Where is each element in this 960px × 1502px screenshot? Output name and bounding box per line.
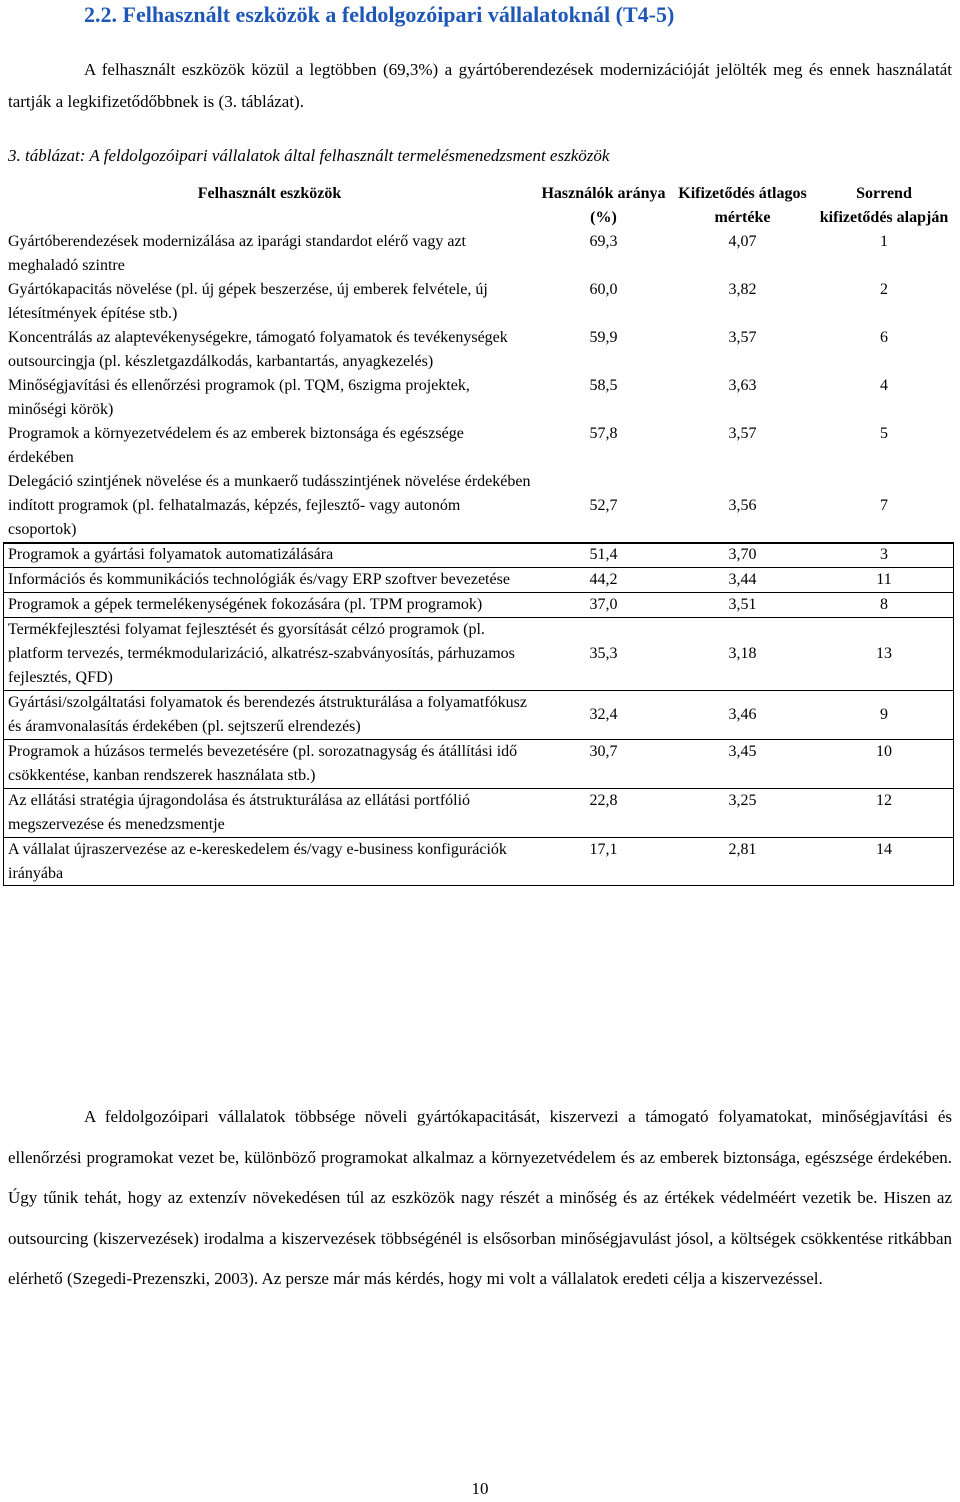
row-payoff-rank: 2 — [880, 281, 888, 298]
row-avg-payoff: 3,63 — [728, 377, 757, 394]
page-number: 10 — [471, 1479, 489, 1498]
row-user-share: 17,1 — [535, 838, 671, 887]
table-row — [3, 278, 954, 326]
row-tool-name: Gyártási/szolgáltatási folyamatok és berendezés átstrukturálása a folyamatfókusz és áramvonalasítás érdekében (pl. sejtszerű elrendezés) — [3, 691, 535, 740]
table-row — [3, 593, 954, 618]
row-payoff-rank: 13 — [813, 618, 954, 691]
row-tool-name: A vállalat újraszervezése az e-kereskedelem és/vagy e-business konfigurációk irányába — [3, 838, 535, 887]
row-user-share: 57,8 — [589, 425, 618, 442]
table-row — [3, 422, 954, 470]
table-row — [3, 230, 954, 278]
row-user-share: 59,9 — [589, 329, 618, 346]
row-avg-payoff: 3,51 — [671, 593, 813, 618]
row-user-share: 69,3 — [589, 233, 618, 250]
row-payoff-rank: 4 — [880, 377, 888, 394]
tools-table-body — [3, 230, 954, 886]
row-payoff-rank: 10 — [813, 740, 954, 789]
row-payoff-rank: 9 — [813, 691, 954, 740]
row-avg-payoff: 3,44 — [671, 568, 813, 593]
table-row — [3, 691, 954, 740]
row-tool-name: Az ellátási stratégia újragondolása és átstrukturálása az ellátási portfólió megszervezése és menedzsmentje — [3, 789, 535, 838]
header-avg-payoff: Kifizetődés átlagos mértéke — [678, 185, 807, 226]
table-row — [3, 838, 954, 887]
row-user-share: 51,4 — [535, 543, 671, 568]
row-avg-payoff: 3,56 — [728, 497, 757, 514]
row-avg-payoff: 3,57 — [728, 425, 757, 442]
header-payoff-rank: Sorrend kifizetődés alapján — [819, 185, 949, 226]
body-paragraph: A feldolgozóipari vállalatok többsége növeli gyártókapacitását, kiszervezi a támogató folyamatokat, minőségjavítási és ellenőrzési programokat vezet be, különböző programokat alkalmaz a környezetvédelem és az emberek biztonsága, egészsége érdekében. Úgy tűnik tehát, hogy az extenzív növekedésen túl az eszközök nagy részét a minőség és az értékek védelméért vezetik be. Hiszen az outsourcing (kiszervezések) irodalma a kiszervezések többségénél is elsősorban minőségjavulást jósol, a költségek csökkentése ritkábban elérhető (Szegedi-Prezenszki, 2003). Az persze már más kérdés, hogy mi volt a vállalatok eredeti célja a kiszervezéssel. — [8, 1107, 952, 1288]
row-user-share: 60,0 — [589, 281, 618, 298]
row-user-share: 35,3 — [535, 618, 671, 691]
header-tools: Felhasznált eszközök — [197, 185, 342, 202]
row-avg-payoff: 3,70 — [671, 543, 813, 568]
row-tool-name: Termékfejlesztési folyamat fejlesztését és gyorsítását célzó programok (pl. platform tervezés, termékmodularizáció, alkatrész-szabványosítás, párhuzamos fejlesztés, QFD) — [3, 618, 535, 691]
table-row — [3, 740, 954, 789]
section-heading: 2.2. Felhasznált eszközök a feldolgozóipari vállalatoknál (T4-5) — [84, 2, 675, 27]
row-avg-payoff: 3,82 — [728, 281, 757, 298]
row-avg-payoff: 3,57 — [728, 329, 757, 346]
table-row — [3, 568, 954, 593]
row-tool-name: Koncentrálás az alaptevékenységekre, támogató folyamatok és tevékenységek outsourcingja (pl. készletgazdálkodás, karbantartás, anyagkezelés) — [8, 329, 508, 370]
row-avg-payoff: 3,18 — [671, 618, 813, 691]
row-tool-name: Delegáció szintjének növelése és a munkaerő tudásszintjének növelése érdekében indított programok (pl. felhatalmazás, képzés, fejlesztő- vagy autonóm csoportok) — [8, 473, 531, 538]
row-payoff-rank: 7 — [880, 497, 888, 514]
table-row — [3, 543, 954, 568]
tools-table-header — [3, 182, 954, 230]
row-user-share: 44,2 — [535, 568, 671, 593]
row-user-share: 58,5 — [589, 377, 618, 394]
row-tool-name: Gyártóberendezések modernizálása az iparági standardot elérő vagy azt meghaladó szintre — [8, 233, 466, 274]
row-payoff-rank: 12 — [813, 789, 954, 838]
row-user-share: 52,7 — [589, 497, 618, 514]
header-user-share: Használók aránya (%) — [541, 185, 666, 226]
row-avg-payoff: 3,25 — [671, 789, 813, 838]
row-payoff-rank: 11 — [813, 568, 954, 593]
row-user-share: 37,0 — [535, 593, 671, 618]
row-payoff-rank: 14 — [813, 838, 954, 887]
table-row — [3, 326, 954, 374]
row-avg-payoff: 2,81 — [671, 838, 813, 887]
table-row — [3, 470, 954, 543]
table-row — [3, 374, 954, 422]
row-payoff-rank: 8 — [813, 593, 954, 618]
row-tool-name: Információs és kommunikációs technológiák és/vagy ERP szoftver bevezetése — [3, 568, 535, 593]
row-tool-name: Programok a húzásos termelés bevezetésére (pl. sorozatnagyság és átállítási idő csökkentése, kanban rendszerek használata stb.) — [3, 740, 535, 789]
row-avg-payoff: 3,45 — [671, 740, 813, 789]
tools-table — [3, 182, 954, 886]
row-payoff-rank: 6 — [880, 329, 888, 346]
row-tool-name: Programok a gyártási folyamatok automatizálására — [3, 543, 535, 568]
row-user-share: 22,8 — [535, 789, 671, 838]
row-tool-name: Programok a gépek termelékenységének fokozására (pl. TPM programok) — [3, 593, 535, 618]
row-tool-name: Minőségjavítási és ellenőrzési programok (pl. TQM, 6szigma projektek, minőségi körök) — [8, 377, 470, 418]
row-payoff-rank: 1 — [880, 233, 888, 250]
row-avg-payoff: 4,07 — [728, 233, 757, 250]
row-tool-name: Programok a környezetvédelem és az emberek biztonsága és egészsége érdekében — [8, 425, 464, 466]
row-payoff-rank: 5 — [880, 425, 888, 442]
row-user-share: 30,7 — [535, 740, 671, 789]
row-avg-payoff: 3,46 — [671, 691, 813, 740]
row-payoff-rank: 3 — [813, 543, 954, 568]
intro-paragraph: A felhasznált eszközök közül a legtöbben (69,3%) a gyártóberendezések modernizációját jelölték meg és ennek használatát tartják a legkifizetődőbbnek is (3. táblázat). — [8, 60, 952, 111]
row-tool-name: Gyártókapacitás növelése (pl. új gépek beszerzése, új emberek felvétele, új létesítmények építése stb.) — [8, 281, 488, 322]
table-row — [3, 618, 954, 691]
table-caption: 3. táblázat: A feldolgozóipari vállalatok által felhasznált termelésmenedzsment eszközök — [8, 146, 610, 165]
row-user-share: 32,4 — [535, 691, 671, 740]
table-row — [3, 789, 954, 838]
